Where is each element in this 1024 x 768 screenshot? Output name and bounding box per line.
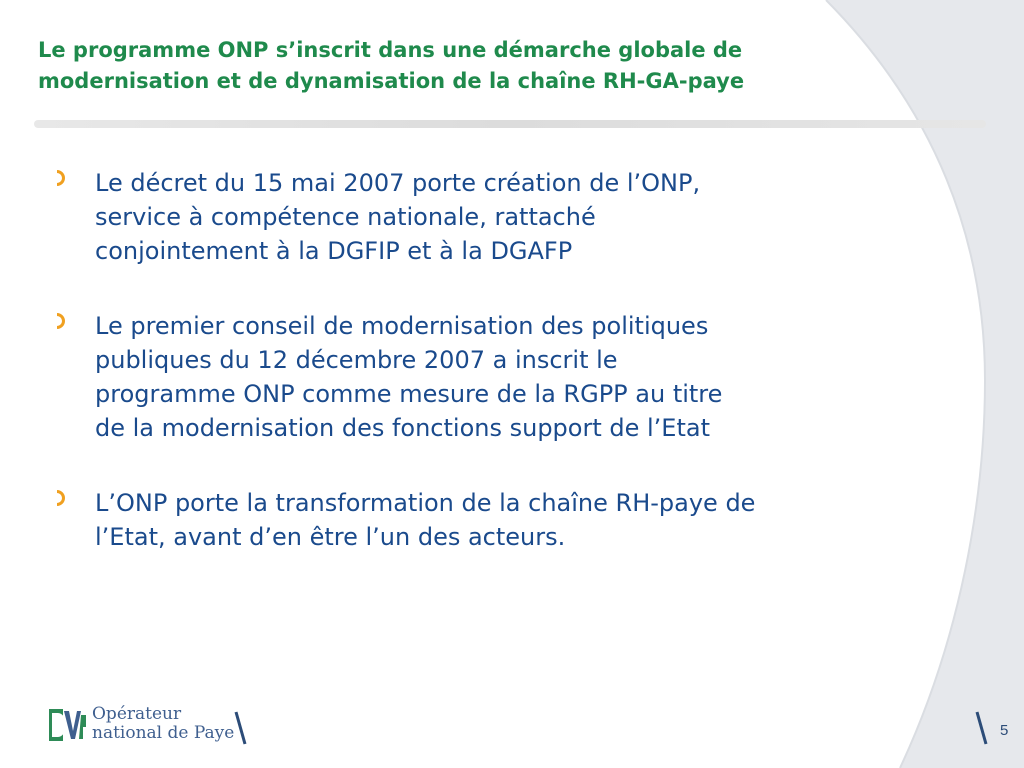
footer-slash-left xyxy=(234,710,248,746)
bullet-line: conjointement à la DGFIP et à la DGAFP xyxy=(95,237,573,265)
onp-logo xyxy=(48,702,248,750)
title-separator xyxy=(34,120,986,128)
logo-text-line: national de Paye xyxy=(92,723,235,743)
slide-title-line: modernisation et de dynamisation de la chaîne RH-GA-paye xyxy=(38,69,745,93)
slide-title-line: Le programme ONP s’inscrit dans une démarche globale de xyxy=(38,38,743,62)
bullet-line: service à compétence nationale, rattaché xyxy=(95,203,596,231)
logo-text-line: Opérateur xyxy=(92,704,182,724)
slide-title xyxy=(38,35,938,97)
bullet-line: l’Etat, avant d’en être l’un des acteurs. xyxy=(95,523,566,551)
bullet-line: Le décret du 15 mai 2007 porte création de l’ONP, xyxy=(95,169,701,197)
bullet-line: programme ONP comme mesure de la RGPP au titre xyxy=(95,380,723,408)
footer-slash-right xyxy=(975,710,989,746)
logo-text xyxy=(92,705,234,743)
bullet-line: L’ONP porte la transformation de la chaîne RH-paye de xyxy=(95,489,756,517)
background-arc xyxy=(826,0,1024,768)
bullet-line: de la modernisation des fonctions support de l’Etat xyxy=(95,414,710,442)
bullet-line: publiques du 12 décembre 2007 a inscrit le xyxy=(95,346,618,374)
bullet-line: Le premier conseil de modernisation des politiques xyxy=(95,312,709,340)
onp-logo-icon xyxy=(48,705,88,743)
page-number: 5 xyxy=(1000,722,1009,739)
